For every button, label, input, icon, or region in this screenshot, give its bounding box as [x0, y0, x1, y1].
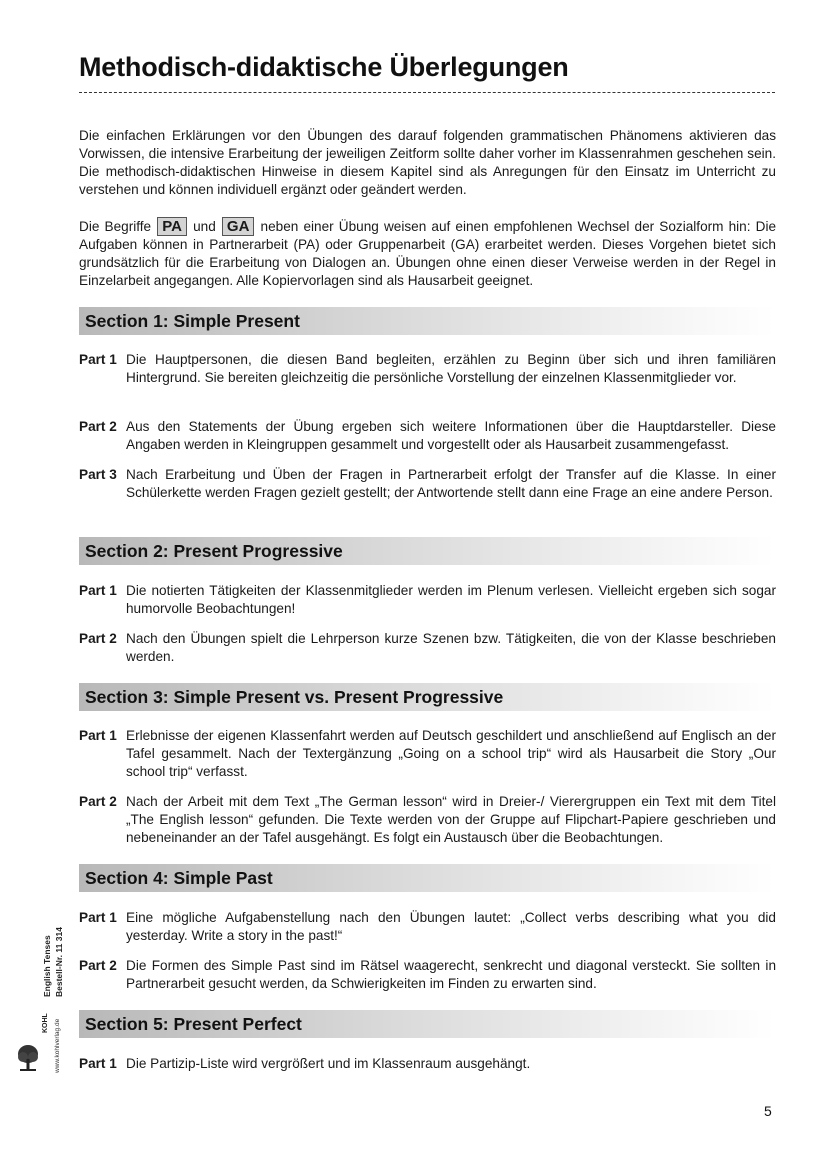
part-label: Part 3 — [79, 467, 117, 482]
part-text: Eine mögliche Aufgabenstellung nach den Übungen lautet: „Collect verbs describing what you did yesterday. Write a story in the past!“ — [126, 910, 776, 943]
section-header-5: Section 5: Present Perfect — [79, 1010, 775, 1038]
part-item — [79, 418, 776, 454]
sidebar-book-title: English Tenses — [42, 935, 52, 997]
part-label: Part 1 — [79, 728, 117, 743]
part-text: Die Hauptpersonen, die diesen Band begleiten, erzählen zu Beginn über sich und ihren familiären Hintergrund. Sie bereiten gleichzeitig die persönliche Vorstellung der einzelnen Klassenmitglieder vor. — [126, 352, 776, 385]
sidebar-url: www.kohlverlag.de — [54, 1018, 61, 1073]
part-item — [79, 957, 776, 993]
part-text: Aus den Statements der Übung ergeben sich weitere Informationen über die Hauptdarsteller. Diese Angaben werden in Kleingruppen gesammelt und vorgestellt oder als Hausarbeit zusammengefasst. — [126, 419, 776, 452]
part-text: Erlebnisse der eigenen Klassenfahrt werden auf Deutsch geschildert und anschließend auf Englisch an der Tafel gesammelt. Nach der Textergänzung „Going on a school trip“ wird als Hausarbeit die Story „Our school trip“ verfasst. — [126, 728, 776, 779]
part-item — [79, 351, 776, 387]
part-label: Part 2 — [79, 958, 117, 973]
part-item — [79, 466, 776, 502]
part-item — [79, 630, 776, 666]
sidebar-publisher-name: KOHL — [42, 1013, 49, 1033]
part-item — [79, 727, 776, 781]
part-text: Die Formen des Simple Past sind im Rätsel waagerecht, senkrecht und diagonal versteckt. Sie sollten in Partnerarbeit gesucht werden, da Schwierigkeiten im Finden zu erwarten sind. — [126, 958, 776, 991]
part-text: Die notierten Tätigkeiten der Klassenmitglieder werden im Plenum verlesen. Vielleicht ergeben sich sogar humorvolle Beobachtungen! — [126, 583, 776, 616]
section-header-1: Section 1: Simple Present — [79, 307, 775, 335]
part-item — [79, 793, 776, 847]
intro-text-after: neben einer Übung weisen auf einen empfohlenen Wechsel der Sozialform hin: Die Aufgaben können in Partnerarbeit (PA) oder Gruppenarbeit (GA) erarbeitet werden. Dieses Vorgehen bietet sich grundsätzlich für die Erarbeitung von Dialogen an. Übungen ohne einen dieser Verweise werden in der Regel in Einzelarbeit angegangen. Alle Kopiervorlagen sind als Hausarbeit geeignet. — [79, 219, 777, 288]
part-item — [79, 909, 776, 945]
intro-paragraph-2 — [79, 217, 776, 290]
part-text: Nach der Arbeit mit dem Text „The German lesson“ wird in Dreier-/ Vierergruppen ein Text mit dem Titel „The English lesson“ gefunden. Die Texte werden von der Gruppe auf Flipchart-Papiere geschrieben und nebeneinander an der Tafel ausgehängt. Es folgt ein Austausch über die Beobachtungen. — [126, 794, 776, 845]
title-divider — [79, 92, 775, 93]
section-header-3: Section 3: Simple Present vs. Present Progressive — [79, 683, 775, 711]
page-number: 5 — [764, 1103, 772, 1119]
part-label: Part 2 — [79, 419, 117, 434]
part-text: Die Partizip-Liste wird vergrößert und im Klassenraum ausgehängt. — [126, 1056, 531, 1071]
sidebar-order-number: Bestell-Nr. 11 314 — [54, 927, 64, 997]
page-title: Methodisch-didaktische Überlegungen — [79, 52, 569, 82]
part-label: Part 2 — [79, 794, 117, 809]
part-label: Part 2 — [79, 631, 117, 646]
part-label: Part 1 — [79, 583, 117, 598]
section-header-4: Section 4: Simple Past — [79, 864, 775, 892]
publisher-sidebar — [14, 905, 70, 1075]
intro-paragraph-1: Die einfachen Erklärungen vor den Übungen des darauf folgenden grammatischen Phänomens aktivieren das Vorwissen, die intensive Erarbeitung der jeweiligen Zeitform sollte daher vorher im Klassenrahmen geschehen sein. Die methodisch-didaktischen Hinweise in diesem Kapitel sind als Anregungen für den Einsatz im Unterricht zu verstehen und können individuell ergänzt oder geändert werden. — [79, 128, 776, 197]
part-label: Part 1 — [79, 352, 117, 367]
part-label: Part 1 — [79, 910, 117, 925]
part-label: Part 1 — [79, 1056, 117, 1071]
part-text: Nach den Übungen spielt die Lehrperson kurze Szenen bzw. Tätigkeiten, die von der Klasse beschrieben werden. — [126, 631, 776, 664]
part-item — [79, 1055, 776, 1073]
tree-logo-icon — [16, 1043, 40, 1073]
ga-badge: GA — [222, 217, 255, 236]
section-header-2: Section 2: Present Progressive — [79, 537, 775, 565]
intro-text-before: Die Begriffe — [79, 219, 152, 234]
intro-text-and: und — [193, 219, 216, 234]
part-text: Nach Erarbeitung und Üben der Fragen in Partnerarbeit erfolgt der Transfer auf die Klasse. In einer Schülerkette werden Fragen gezielt gestellt; der Antwortende stellt dann eine Frage an eine andere Person. — [126, 467, 776, 500]
part-item — [79, 582, 776, 618]
pa-badge: PA — [157, 217, 187, 236]
